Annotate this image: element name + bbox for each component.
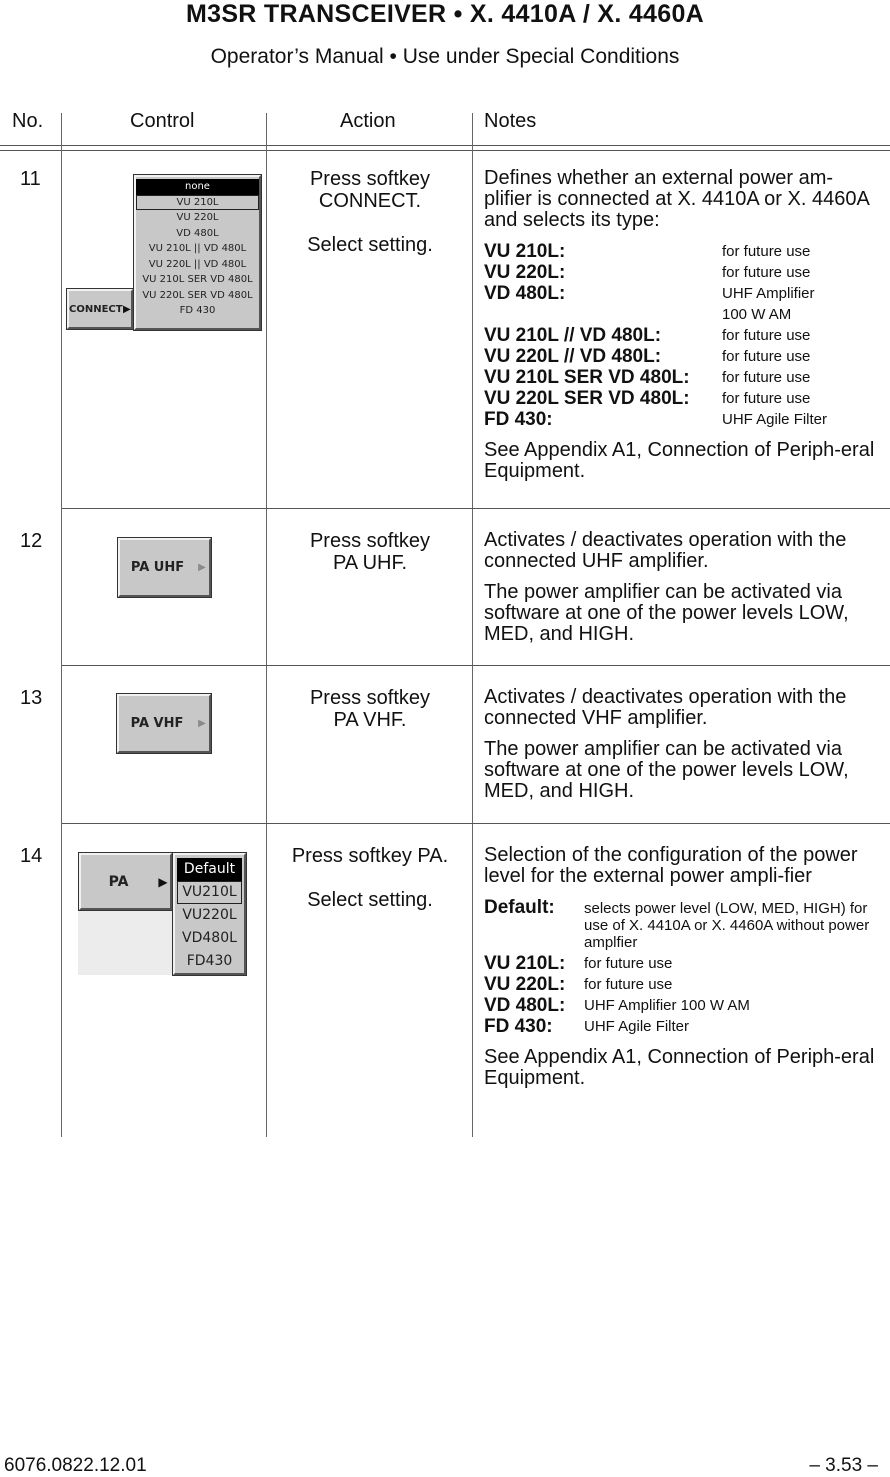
chevron-right-icon: ▶ bbox=[198, 718, 206, 729]
row-notes: Activates / deactivates operation with the connected UHF amplifier. The power amplifier can be activated via software at one of the power levels LOW, MED, and HIGH. bbox=[484, 529, 849, 645]
list-item[interactable]: VU 220L || VD 480L bbox=[148, 258, 247, 270]
page-number: – 3.53 – bbox=[809, 1455, 878, 1476]
list-item[interactable]: VD480L bbox=[182, 930, 237, 946]
list-item[interactable]: VU 210L SER VD 480L bbox=[142, 274, 253, 285]
softkey-label: PA VHF bbox=[130, 716, 184, 731]
pa-uhf-softkey[interactable] bbox=[118, 538, 211, 597]
list-item[interactable]: none bbox=[136, 179, 259, 195]
column-header-action: Action bbox=[340, 110, 396, 132]
notes-intro: Defines whether an external power am-plifier is connected at X. 4410A or X. 4460A and selects its type: bbox=[484, 167, 869, 231]
softkey-label: PA bbox=[108, 873, 129, 890]
list-item[interactable]: Default bbox=[177, 858, 242, 881]
page-title: M3SR TRANSCEIVER • X. 4410A / X. 4460A bbox=[185, 0, 705, 28]
list-item[interactable]: FD430 bbox=[186, 953, 233, 969]
setting-row: VU 220L // VD 480L: for future use bbox=[484, 346, 811, 367]
notes-see-also: See Appendix A1, Connection of Periph-eral Equipment. bbox=[484, 439, 875, 482]
setting-row: VU 210L // VD 480L: for future use bbox=[484, 325, 811, 346]
row-action: Press softkey PA VHF. bbox=[309, 687, 431, 731]
notes-see-also: See Appendix A1, Connection of Periph-eral Equipment. bbox=[484, 1046, 875, 1089]
header-rule-top bbox=[0, 145, 890, 146]
setting-row: Default: selects power level (LOW, MED, HIGH) for use of X. 4410A or X. 4460A without power amplfier bbox=[484, 897, 870, 951]
softkey-shadow-area bbox=[78, 910, 173, 975]
page-subtitle: Operator’s Manual • Use under Special Conditions bbox=[210, 45, 680, 68]
notes-intro: Selection of the configuration of the power level for the external power ampli-fier bbox=[484, 844, 858, 887]
pa-option-list[interactable] bbox=[173, 853, 246, 975]
row-action: Press softkey PA. Select setting. bbox=[291, 845, 449, 911]
column-header-control: Control bbox=[130, 110, 195, 132]
list-item[interactable]: VD 480L bbox=[176, 227, 219, 239]
chevron-right-icon: ▶ bbox=[122, 303, 131, 315]
row-separator bbox=[62, 665, 890, 666]
connect-softkey[interactable] bbox=[67, 289, 133, 329]
chevron-right-icon: ▶ bbox=[158, 874, 168, 889]
column-header-notes: Notes bbox=[484, 110, 537, 132]
setting-row: VD 480L: UHF Amplifier 100 W AM bbox=[484, 283, 815, 323]
row-separator bbox=[62, 508, 890, 509]
column-header-no: No. bbox=[12, 110, 44, 132]
row-notes: Activates / deactivates operation with the connected VHF amplifier. The power amplifier can be activated via software at one of the power levels LOW, MED, and HIGH. bbox=[484, 686, 849, 802]
row-notes bbox=[484, 168, 880, 492]
setting-row: VU 210L: for future use bbox=[484, 241, 811, 262]
pa-softkey[interactable] bbox=[79, 853, 172, 910]
list-item[interactable]: FD 430 bbox=[179, 305, 216, 316]
row-number: 12 bbox=[20, 530, 43, 552]
softkey-label: CONNECT bbox=[69, 303, 123, 315]
connect-option-list[interactable] bbox=[134, 175, 261, 330]
list-item[interactable]: VU210L bbox=[177, 881, 242, 904]
column-divider-3 bbox=[472, 113, 473, 1137]
chevron-right-icon: ▶ bbox=[198, 562, 206, 573]
document-number: 6076.0822.12.01 bbox=[4, 1455, 147, 1476]
setting-row: VU 210L SER VD 480L: for future use bbox=[484, 367, 811, 388]
list-item[interactable]: VU220L bbox=[182, 907, 237, 923]
list-item[interactable]: VU 220L bbox=[176, 212, 219, 223]
row-number: 14 bbox=[20, 845, 43, 867]
row-action: Press softkey PA UHF. bbox=[309, 530, 431, 574]
setting-row: VU 220L SER VD 480L: for future use bbox=[484, 388, 811, 409]
setting-row: VU 220L: for future use bbox=[484, 974, 673, 995]
setting-row: FD 430: UHF Agile Filter bbox=[484, 1016, 690, 1037]
header-rule-bottom bbox=[0, 150, 890, 151]
row-number: 11 bbox=[20, 168, 41, 190]
setting-row: FD 430: UHF Agile Filter bbox=[484, 409, 828, 430]
column-divider-2 bbox=[266, 113, 267, 1137]
column-divider-1 bbox=[61, 113, 62, 1137]
setting-row: VU 210L: for future use bbox=[484, 953, 673, 974]
row-action: Press softkey CONNECT. Select setting. bbox=[307, 168, 433, 256]
pa-vhf-softkey[interactable] bbox=[117, 694, 211, 753]
row-separator bbox=[62, 823, 890, 824]
row-notes bbox=[484, 845, 880, 1099]
list-item[interactable]: VU 210L || VD 480L bbox=[148, 243, 247, 254]
setting-row: VD 480L: UHF Amplifier 100 W AM bbox=[484, 995, 750, 1016]
row-number: 13 bbox=[20, 687, 43, 709]
setting-row: VU 220L: for future use bbox=[484, 262, 811, 283]
list-item[interactable]: VU 210L bbox=[136, 195, 259, 211]
list-item[interactable]: VU 220L SER VD 480L bbox=[142, 289, 253, 301]
softkey-label: PA UHF bbox=[130, 560, 185, 575]
